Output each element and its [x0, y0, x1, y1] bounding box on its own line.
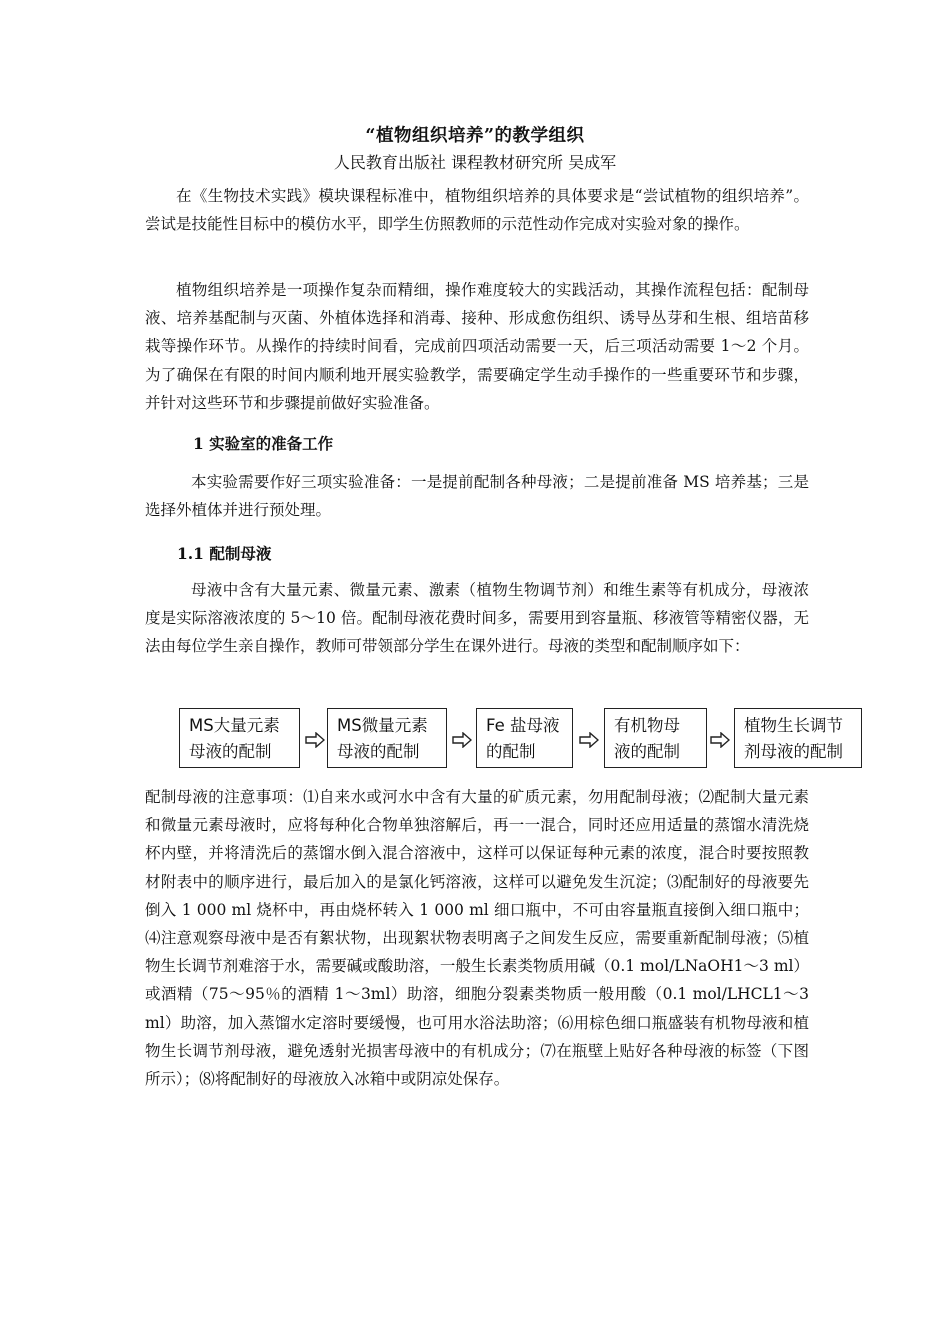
hollow-right-arrow-icon [305, 732, 325, 748]
hollow-right-arrow-icon [452, 732, 472, 748]
flow-step-3: Fe 盐母液 的配制 [476, 708, 573, 768]
flow-step-5: 植物生长调节 剂母液的配制 [734, 708, 862, 768]
paragraph-process: 植物组织培养是一项操作复杂而精细，操作难度较大的实践活动，其操作流程包括：配制母液、培养基配制与灭菌、外植体选择和消毒、接种、形成愈伤组织、诱导丛芽和生根、组培苗移栽等操作环节。从操作的持续时间看，完成前四项活动需要一天，后三项活动需要 1～2 个月。为了确保在有限的时间内顺利地开展实验教学，需要确定学生动手操作的一些重要环节和步骤，并针对这些环节和步骤提前做好实验准备。 [145, 281, 809, 412]
hollow-right-arrow-icon [710, 732, 730, 748]
paragraph-stock-solutions: 母液中含有大量元素、微量元素、激素（植物生物调节剂）和维生素等有机成分，母液浓度是实际溶液浓度的 5～10 倍。配制母液花费时间多，需要用到容量瓶、移液管等精密仪器，无法由每位学生亲自操作，教师可带领部分学生在课外进行。母液的类型和配制顺序如下： [145, 581, 809, 656]
section-heading-1-1: 1.1 配制母液 [177, 544, 272, 563]
flow-step-2: MS微量元素 母液的配制 [327, 708, 447, 768]
flow-step-1: MS大量元素 母液的配制 [179, 708, 300, 768]
hollow-right-arrow-icon [579, 732, 599, 748]
paragraph-precautions: 配制母液的注意事项：⑴自来水或河水中含有大量的矿质元素，勿用配制母液；⑵配制大量元素和微量元素母液时，应将每种化合物单独溶解后，再一一混合，同时还应用适量的蒸馏水清洗烧杯内壁，并将清洗后的蒸馏水倒入混合溶液中，这样可以保证每种元素的浓度，混合时要按照教材附表中的顺序进行，最后加入的是氯化钙溶液，这样可以避免发生沉淀；⑶配制好的母液要先倒入 1 000 ml 烧杯中，再由烧杯转入 1 000 ml 细口瓶中，不可由容量瓶直接倒入细口瓶中；⑷注意观察母液中是否有絮状物，出现絮状物表明离子之间发生反应，需要重新配制母液；⑸植物生长调节剂难溶于水，需要碱或酸助溶，一般生长素类物质用碱（0.1 mol/LNaOH1～3 ml）或酒精（75～95％的酒精 1～3ml）助溶，细胞分裂素类物质一般用酸（0.1 mol/LHCL1～3 ml）助溶，加入蒸馏水定溶时要缓慢，也可用水浴法助溶；⑹用棕色细口瓶盛装有机物母液和植物生长调节剂母液，避免透射光损害母液中的有机成分；⑺在瓶壁上贴好各种母液的标签（下图所示）；⑻将配制好的母液放入冰箱中或阴凉处保存。 [145, 788, 809, 1089]
flow-step-4: 有机物母 液的配制 [604, 708, 707, 768]
paragraph-intro: 在《生物技术实践》模块课程标准中，植物组织培养的具体要求是“尝试植物的组织培养”。尝试是技能性目标中的模仿水平，即学生仿照教师的示范性动作完成对实验对象的操作。 [145, 187, 809, 234]
paragraph-preparation: 本实验需要作好三项实验准备：一是提前配制各种母液；二是提前准备 MS 培养基；三是选择外植体并进行预处理。 [145, 473, 809, 520]
stock-solution-flowchart [179, 708, 863, 772]
author-line: 人民教育出版社 课程教材研究所 吴成军 [333, 153, 617, 172]
document-title: “植物组织培养”的教学组织 [365, 126, 585, 146]
section-heading-1: 1 实验室的准备工作 [193, 434, 334, 453]
